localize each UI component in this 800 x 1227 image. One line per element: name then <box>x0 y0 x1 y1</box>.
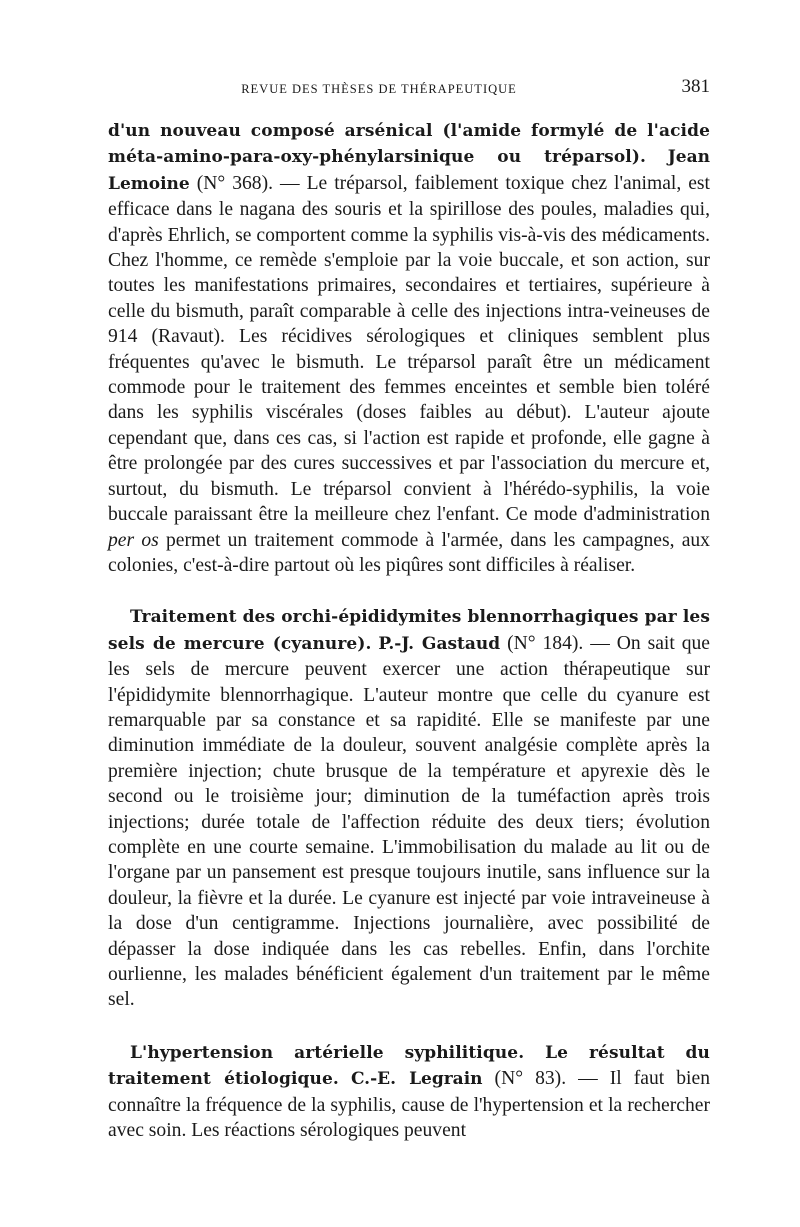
page-number: 381 <box>681 76 710 97</box>
article-text-end: permet un traitement commode à l'armée, dans les campagnes, aux colonies, c'est-à-dire partout où les piqûres sont difficiles à réaliser. <box>108 529 710 576</box>
running-head: REVUE DES THÈSES DE THÉRAPEUTIQUE <box>241 82 517 96</box>
article-trepar <box>108 118 710 578</box>
article-text: On sait que les sels de mercure peuvent exercer une action thérapeutique sur l'épididymite blennorrhagique. L'auteur montre que celle du cyanure est remarquable par sa constance et sa rapidité. Elle se manifeste par une diminution immédiate de la douleur, souvent analgésie complète après la première injection; chute brusque de la température et apyrexie dès le second ou le troisième jour; diminution de la tuméfaction après trois injections; durée totale de l'affection réduite des deux tiers; évolution complète en une courte semaine. L'immobilisation du malade au lit ou de l'organe par un pansement est presque toujours inutile, sans influence sur la douleur, la fièvre et la durée. Le cyanure est injecté par voie intraveineuse à la dose d'un centigramme. Injections journalière, avec possibilité de dépasser la dose indiquée dans les cas rebelles. Enfin, dans l'orchite ourlienne, les malades bénéficient également d'un traitement par le même sel. <box>108 632 710 1011</box>
article-author: C.-E. Legrain <box>350 1069 483 1090</box>
article-title: d'un nouveau composé arsénical (l'amide formylé de l'acide méta-amino-para-oxy-phénylarsinique ou tréparsol). <box>108 121 710 168</box>
article-title: L'hypertension artérielle syphilitique. Le résultat du traitement étiologique. <box>108 1042 710 1090</box>
article-ref: (N° 368). — <box>189 172 307 194</box>
article-hypertension <box>108 1040 710 1144</box>
article-author: P.-J. Gastaud <box>378 633 501 654</box>
article-text: Le tréparsol, faiblement toxique chez l'animal, est efficace dans le nagana des souris et la spirillose des poules, maladies qui, d'après Ehrlich, se comportent comme la syphilis vis-à-vis des médicaments. Chez l'homme, ce remède s'emploie par la voie buccale, et son action, sur toutes les manifestations primaires, secondaires et tertiaires, supérieure à celle du bismuth, paraît comparable à celle des injections intra-veineuses de 914 (Ravaut). Les récidives sérologiques et cliniques semblent plus fréquentes qu'avec le bismuth. Le tréparsol paraît être un médicament commode pour le traitement des femmes enceintes et semble bien toléré dans les syphilis viscérales (doses faibles au début). L'auteur ajoute cependant que, dans ces cas, si l'action est rapide et profonde, elle gagne à être prolongée par des cures successives et par l'association du mercure et, surtout, du bismuth. Le tréparsol convient à l'hérédo-syphilis, la voie buccale paraissant être la meilleure chez l'enfant. Ce mode d'administration <box>108 172 710 526</box>
article-italic: per os <box>108 529 159 551</box>
article-ref: (N° 83). — <box>482 1068 610 1090</box>
page-header <box>108 76 710 98</box>
article-author: Jean Lemoine <box>108 147 710 194</box>
article-text: Il faut bien connaître la fréquence de la syphilis, cause de l'hypertension et la rechercher avec soin. Les réactions sérologiques peuvent <box>108 1068 710 1142</box>
page-body <box>108 118 710 1143</box>
article-title: Traitement des orchi-épididymites blennorrhagiques par les sels de mercure (cyanure). <box>108 607 710 654</box>
article-ref: (N° 184). — <box>500 632 617 654</box>
article-orchi <box>108 604 710 1013</box>
